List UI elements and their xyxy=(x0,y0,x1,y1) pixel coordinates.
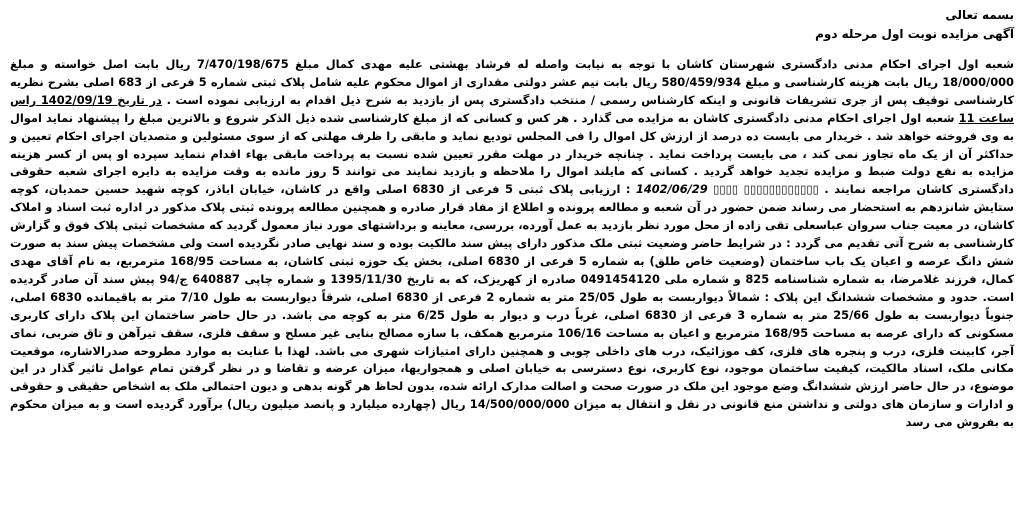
notice-body xyxy=(10,56,1014,432)
body-terms: شعبه اول اجرای احکام مدنی دادگستری کاشان به مزایده می گذارد . هر کس و کسانی که از مبلغ کارشناسی شده ذیل الذکر شروع و بالاترین مبلغ را پیشنهاد نماید اموال به وی فروخته خواهد شد . خریدار می بایست ده درصد از ارزش کل اموال را فی المجلس تودیع نماید و مابقی را ظرف مهلتی که از سوی مسئولین و متصدیان اجرای احکام تعیین و حداکثر آن از یک ماه تجاوز نمی کند ، می بایست پرداخت نماید . چنانچه خریدار در مهلت مقرر تعیین شده نسبت به پرداخت مابقی بهاء اقدام ننماید سپرده او پس از کسر هزینه مزایده به نفع دولت ضبط و مزایده تجدید خواهد گردید . کسانی که مایلند اموال را ملاحظه و بازدید نمایند می توانند 5 روز مانده به وقت مزایده به دایره اجرای شعبه حقوقی دادگستری کاشان مراجعه نمایند . xyxy=(10,110,1015,197)
body-appraisal: : ارزیابی پلاک ثبتی 5 فرعی از 6830 اصلی واقع در کاشان، خیابان اباذر، کوچه شهید حسین حمدیان، کوچه ستایش شانزدهم به استحضار می رساند ضمن حضور در آن شعبه و مطالعه پرونده و اطلاع از مفاد قرار صادره و همچنین مطالعه پرونده ثبتی پلاک مذکور در اداره ثبت اسناد و املاک کاشان، در معیت جناب سروان عباسعلی تقی زاده از محل مورد نظر بازدید به عمل آورده، بررسی، معاینه و برداشتهای مورد نیاز معمول گردید که مشخصات ثبتی پلاک فوق و گزارش کارشناسی به شرح آتی تقدیم می گردد : در شرایط حاضر وضعیت ثبتی ملک مذکور دارای پیش سند مالکیت بوده و سند نهایی صادر نگردیده است ولی مشخصات پیش سند به صورت شش دانگ عرصه و اعیان یک باب ساختمان (وضعیت خاص طلق) به شماره 5 فرعی از 6830 اصلی، بخش یک حوزه ثبتی کاشان، به مساحت 168/95 مترمربع، به نام آقای مهدی کمال، فرزند غلامرضا، به شماره شناسنامه 825 و شماره ملی 0491454120 صادره از کهریزک، که به تاریخ 1395/11/30 و شماره چاپی 640887 ج/94 پیش سند آن صادر گردیده است. حدود و مشخصات ششدانگ این پلاک : شمالاً دیواربست به طول 25/05 متر به شماره 2 فرعی از 6830 اصلی، شرقاً دیواربست به طول 7/10 متر به باقیمانده 6830 اصلی، جنوباً دیواربست به طول 25/66 متر به شماره 3 فرعی از 6830 اصلی، غرباً درب و دیوار به طول 6/25 متر به کوچه می باشد. در حال حاضر ساختمان این پلاک دارای کاربری مسکونی که دارای عرصه به مساحت 168/95 مترمربع و اعیان به مساحت 106/16 مترمربع همکف، با سازه مصالح بنایی غیر مسلح و سقف فلزی، سقف تیرآهن و تاق ضربی، نمای آجر، کابینت فلزی، درب و پنجره های فلزی، کف موزائیک، درب های داخلی چوبی و همچنین دارای امتیازات شهری می باشد. لهذا با عنایت به موارد مطروحه صدرالاشاره، موقعیت مکانی ملک، اسناد مالکیت، کیفیت ساختمان موجود، نوع کاربری، نوع دسترسی به خیابان اصلی و همجواریها، میزان عرضه و تقاضا و در نظر گرفتن تمام عوامل تاثیر گذار در این موضوع، در حال حاضر ارزش ششدانگ وضع موجود این ملک در صورت صحت و اصالت مدارک ارائه شده، بدون لحاظ هر گونه بدهی و دیون احتمالی ملک به اشخاص حقیقی و حقوقی و ادارات و سازمان های دولتی و نداشتن منع قانونی در نقل و انتقال به میزان 14/500/000/000 ریال (چهارده میلیارد و پانصد میلیون ریال) برآورد گردیده است و به میزان محکوم به بفروش می رسد xyxy=(10,182,1015,430)
auction-date: در تاریخ 1402/09/19 راس ساعت 11 xyxy=(10,92,1014,125)
header-bismillah: بسمه تعالی xyxy=(945,8,1014,22)
spacer xyxy=(10,44,1014,56)
body-intro: شعبه اول اجرای احکام مدنی دادگستری شهرستان کاشان با توجه به نیابت واصله له فرشاد بهشتی علیه مهدی کمال مبلغ 7/470/198/675 ریال بابت اصل خواسته و مبلغ 18/000/000 ریال بابت هزینه کارشناسی و مبلغ 580/459/934 ریال بابت نیم عشر دولتی مقداری از اموال محکوم علیه شامل پلاک ثبتی شماره 5 فرعی از 683 اصلی بشرح نظریه کارشناسی توقیف پس از جری تشریفات قانونی و اینکه کارشناس رسمی / منتخب دادگستری پس از بازدید به شرح ذیل اقدام به ارزیابی نموده است . xyxy=(10,57,1015,107)
notice-title: آگهی مزایده نوبت اول مرحله دوم xyxy=(815,27,1014,41)
appraisal-date: ▯▯▯▯▯▯▯▯▯▯▯▯ ▯▯▯▯ 1402/06/29 xyxy=(635,182,819,197)
